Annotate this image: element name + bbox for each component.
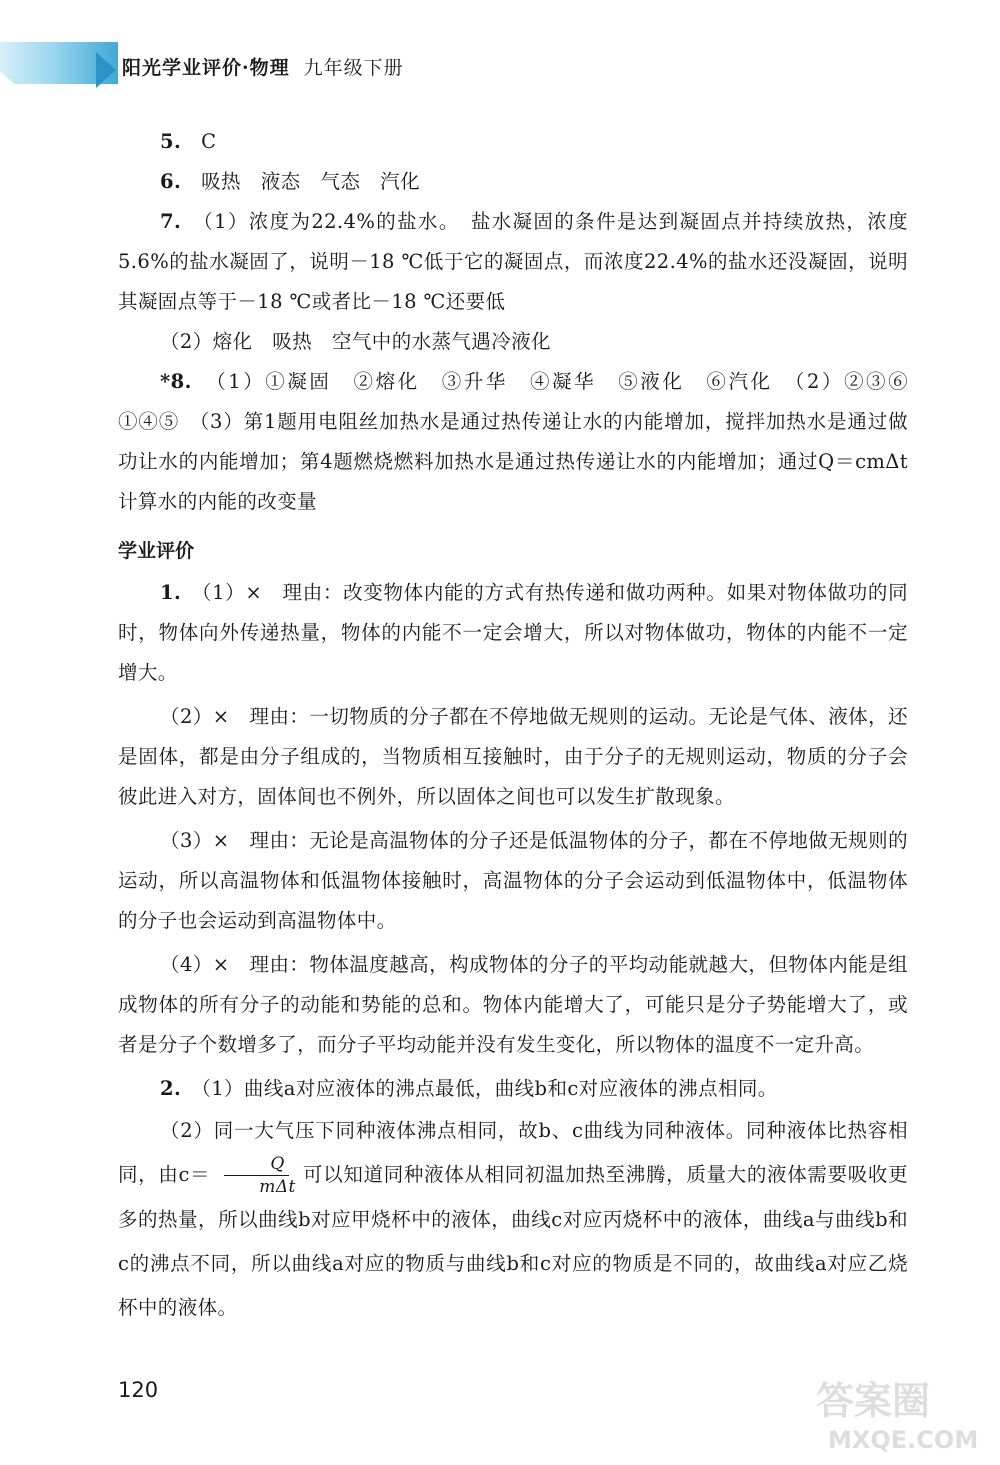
header-series-title: 阳光学业评价·物理 [122,56,290,79]
answer-item [118,162,908,202]
answer-text: （1）× 理由：改变物体内能的方式有热传递和做功两种。如果对物体做功的同时，物体向外传递热量，物体的内能不一定会增大，所以对物体做功，物体的内能不一定增大。 [118,581,908,684]
answer-item [118,697,908,817]
page-header [122,50,404,82]
answer-text: （1）浓度为22.4%的盐水。 盐水凝固的条件是达到凝固点并持续放热，浓度5.6%的盐水凝固了，说明－18 ℃低于它的凝固点，而浓度22.4%的盐水还没凝固，说明其凝固点等于－18 ℃或者比－18 ℃还要低 [118,210,908,313]
answer-item [118,322,908,362]
answer-number: 2. [160,1077,182,1100]
answer-text: 可以知道同种液体从相同初温加热至沸腾，质量大的液体需要吸收更多的热量，所以曲线b对应甲烧杯中的液体，曲线c对应丙烧杯中的液体，曲线a与曲线b和c的沸点不同，所以曲线a对应的物质与曲线b和c对应的物质是不同的，故曲线a对应乙烧杯中的液体。 [118,1163,908,1319]
answer-number: 1. [160,581,182,604]
answer-text: 吸热 液态 气态 汽化 [201,170,420,193]
section-title: 学业评价 [118,540,195,562]
watermark-logo [808,1370,988,1458]
watermark-line2: MXQE.COM [828,1426,979,1454]
answer-text: （2）× 理由：一切物质的分子都在不停地做无规则的运动。无论是气体、液体，还是固体，都是由分子组成的，当物质相互接触时，由于分子的无规则运动，物质的分子会彼此进入对方，固体间也不例外，所以固体之间也可以发生扩散现象。 [118,705,908,808]
formula-denominator: mΔt [259,1177,296,1197]
answer-item [118,821,908,941]
answer-text: （1）①凝固 ②熔化 ③升华 ④凝华 ⑤液化 ⑥汽化 （2）②③⑥ ①④⑤ （3）第1题用电阻丝加热水是通过热传递让水的内能增加，搅拌加热水是通过做功让水的内能增加；第4题燃烧燃料加热水是通过热传递让水的内能增加；通过Q＝cmΔt计算水的内能的改变量 [118,370,928,513]
watermark-line1: 答案圈 [816,1379,931,1423]
answer-item [118,573,908,693]
specific-heat-formula [213,1153,299,1198]
answer-item [118,1109,908,1330]
answer-text: （1）曲线a对应液体的沸点最低，曲线b和c对应液体的沸点相同。 [201,1077,778,1100]
answer-item [118,122,908,162]
answer-text: C [201,130,217,153]
answer-text: （2）同一大气压下同种液体沸点相同，故b、c曲线为同种液体。同种液体比热容相同，由c＝ [118,1119,908,1186]
answer-text: （3）× 理由：无论是高温物体的分子还是低温物体的分子，都在不停地做无规则的运动，所以高温物体和低温物体接触时，高温物体的分子会运动到低温物体中，低温物体的分子也会运动到高温物体中。 [118,829,908,932]
formula-numerator: Q [224,1153,288,1176]
answer-item [118,1069,908,1109]
answer-number: *8. [160,370,192,393]
answer-text: （2）熔化 吸热 空气中的水蒸气遇冷液化 [160,330,551,353]
page-number: 120 [118,1378,159,1402]
answer-text: （4）× 理由：物体温度越高，构成物体的分子的平均动能就越大，但物体内能是组成物体的所有分子的动能和势能的总和。物体内能增大了，可能只是分子势能增大了，或者是分子个数增多了，而分子平均动能并没有发生变化，所以物体的温度不一定升高。 [118,953,908,1056]
answer-item [118,202,908,322]
answer-item [118,362,928,522]
header-grade: 九年级下册 [303,56,404,79]
header-arrow-decoration [96,52,116,88]
answer-number: 7. [160,210,182,233]
answer-number: 5. [160,130,182,153]
answer-content [118,122,928,1330]
answer-number: 6. [160,170,182,193]
answer-item [118,945,908,1065]
